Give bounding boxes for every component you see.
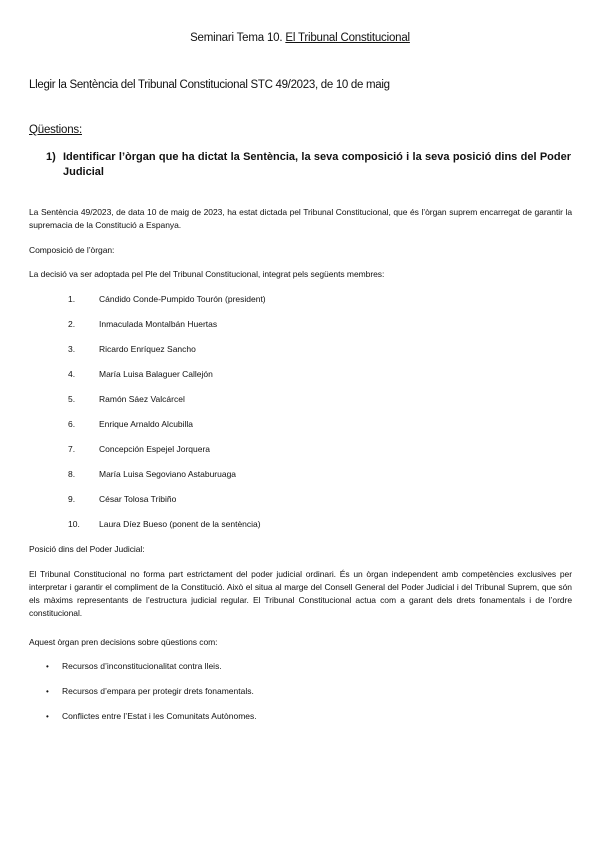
list-item [68,419,266,444]
list-item [68,319,266,344]
list-item [68,444,266,469]
member-number: 7. [68,444,76,454]
member-name: Cándido Conde-Pumpido Tourón (president) [99,294,266,304]
list-item [68,294,266,319]
aquest-text: Aquest òrgan pren decisions sobre qüestions com: [29,637,218,647]
member-name: Ramón Sáez Valcárcel [99,394,185,404]
member-name: Laura Díez Bueso (ponent de la sentència) [99,519,261,529]
list-item [68,519,266,544]
bullet-text: Recursos d’inconstitucionalitat contra lleis. [62,661,222,671]
title-prefix: Seminari Tema 10. [190,32,283,44]
list-item [46,711,257,736]
list-item [68,394,266,419]
list-item [68,469,266,494]
question-number: 1) [46,151,56,163]
page-title [0,32,600,44]
bullet-icon: • [46,687,49,696]
member-number: 10. [68,519,80,529]
list-item [68,344,266,369]
list-item [46,686,257,711]
member-number: 1. [68,294,76,304]
member-name: Concepción Espejel Jorquera [99,444,211,454]
member-number: 2. [68,319,76,329]
questions-heading: Qüestions: [29,124,82,136]
member-number: 4. [68,369,76,379]
member-number: 8. [68,469,76,479]
member-number: 6. [68,419,76,429]
bullet-icon: • [46,712,49,721]
member-name: María Luisa Segoviano Astaburuaga [99,469,237,479]
competencies-list [46,661,257,736]
member-name: María Luisa Balaguer Callejón [99,369,213,379]
member-name: César Tolosa Tribiño [99,494,177,504]
question-1 [46,150,571,180]
bullet-icon: • [46,662,49,671]
list-item [68,369,266,394]
paragraph-sentencia: La Sentència 49/2023, de data 10 de maig de 2023, ha estat dictada pel Tribunal Constitucional, que és l’òrgan suprem encarregat de garantir la supremacia de la Constitució a Espanya. [29,207,572,230]
member-name: Inmaculada Montalbán Huertas [99,319,218,329]
title-topic: El Tribunal Constitucional [285,32,410,44]
members-list [68,294,266,544]
member-number: 9. [68,494,76,504]
list-item [68,494,266,519]
intro-instruction: Llegir la Sentència del Tribunal Constitucional STC 49/2023, de 10 de maig [29,79,390,91]
decisio-text: La decisió va ser adoptada pel Ple del Tribunal Constitucional, integrat pels següents membres: [29,269,385,279]
member-name: Enrique Arnaldo Alcubilla [99,419,194,429]
member-name: Ricardo Enríquez Sancho [99,344,196,354]
bullet-text: Conflictes entre l’Estat i les Comunitats Autònomes. [62,711,257,721]
composicio-label: Composició de l’òrgan: [29,245,115,255]
member-number: 3. [68,344,76,354]
question-text: Identificar l’òrgan que ha dictat la Sentència, la seva composició i la seva posició dins del Poder Judicial [63,151,571,178]
paragraph-posicio: El Tribunal Constitucional no forma part estrictament del poder judicial ordinari. És un òrgan independent amb competències exclusives per interpretar i garantir el compliment de la Constitució. Això el situa al marge del Consell General del Poder Judicial i del Tribunal Suprem, que són els màxims representants de l’estructura judicial regular. El Tribunal Constitucional actua com a garant dels drets fonamentals i de l’ordre constitucional. [29,569,572,618]
list-item [46,661,257,686]
bullet-text: Recursos d’empara per protegir drets fonamentals. [62,686,254,696]
member-number: 5. [68,394,76,404]
posicio-label: Posició dins del Poder Judicial: [29,544,145,554]
